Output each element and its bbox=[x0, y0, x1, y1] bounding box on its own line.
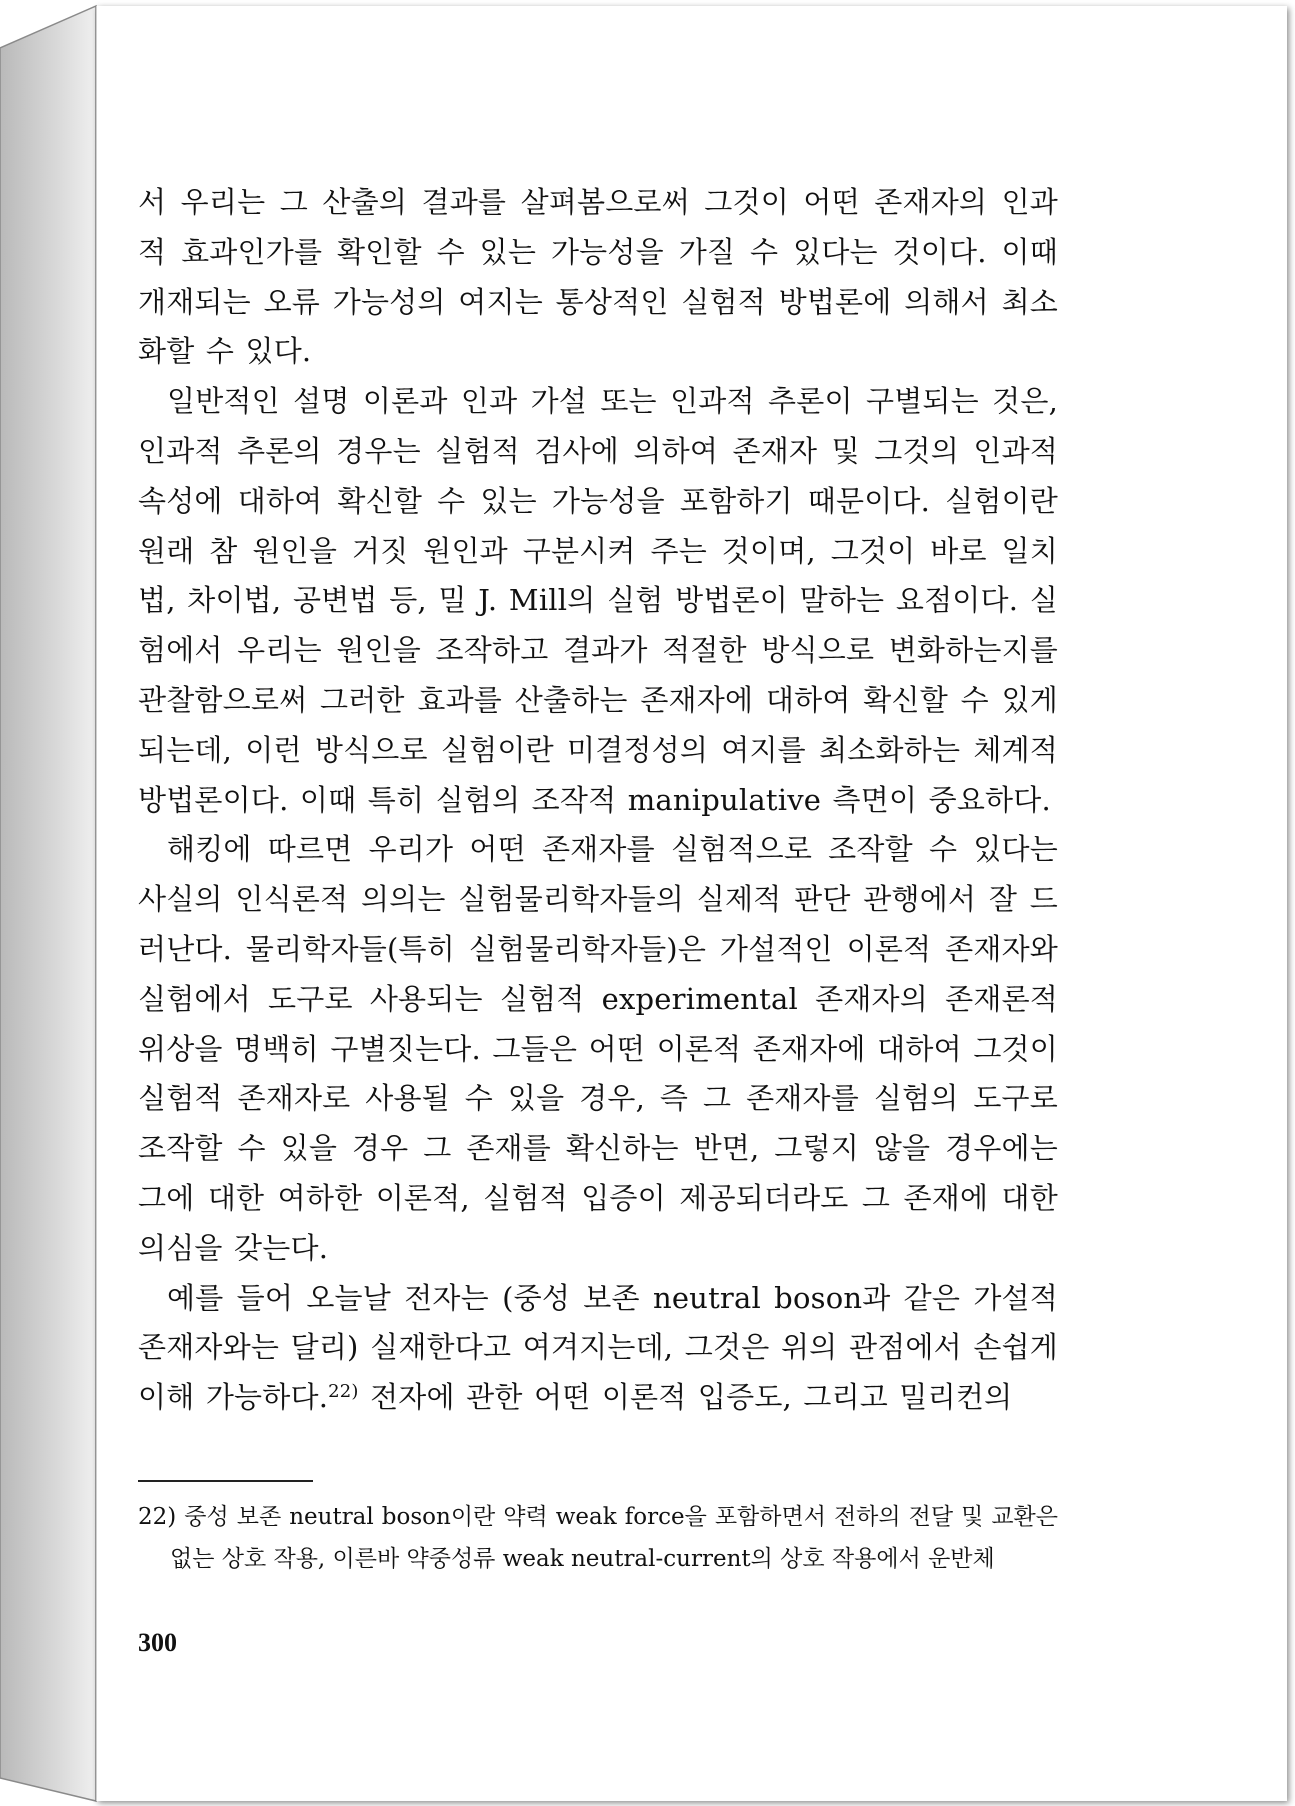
footnote bbox=[138, 1496, 1058, 1580]
paragraph-4 bbox=[138, 1274, 1058, 1423]
footnote-text: 중성 보존 neutral boson이란 약력 weak force을 포함하면서 전하의 전달 및 교환은 없는 상호 작용, 이른바 약중성류 weak neutral-current의 상호 작용에서 운반체 bbox=[170, 1504, 1058, 1572]
body-text bbox=[138, 178, 1058, 1423]
paragraph-4-text-b: 전자에 관한 어떤 이론적 입증도, 그리고 밀리컨의 bbox=[358, 1380, 1013, 1415]
paragraph-3: 해킹에 따르면 우리가 어떤 존재자를 실험적으로 조작할 수 있다는 사실의 인식론적 의의는 실험물리학자들의 실제적 판단 관행에서 잘 드러난다. 물리학자들(특히 실험물리학자들)은 가설적인 이론적 존재자와 실험에서 도구로 사용되는 실험적 experimental 존재자의 존재론적 위상을 명백히 구별짓는다. 그들은 어떤 이론적 존재자에 대하여 그것이 실험적 존재자로 사용될 수 있을 경우, 즉 그 존재자를 실험의 도구로 조작할 수 있을 경우 그 존재를 확신하는 반면, 그렇지 않을 경우에는 그에 대한 여하한 이론적, 실험적 입증이 제공되더라도 그 존재에 대한 의심을 갖는다. bbox=[138, 832, 1058, 1265]
paragraph-2: 일반적인 설명 이론과 인과 가설 또는 인과적 추론이 구별되는 것은, 인과적 추론의 경우는 실험적 검사에 의하여 존재자 및 그것의 인과적 속성에 대하여 확신할 수 있는 가능성을 포함하기 때문이다. 실험이란 원래 참 원인을 거짓 원인과 구분시켜 주는 것이며, 그것이 바로 일치법, 차이법, 공변법 등, 밀 J. Mill의 실험 방법론이 말하는 요점이다. 실험에서 우리는 원인을 조작하고 결과가 적절한 방식으로 변화하는지를 관찰함으로써 그러한 효과를 산출하는 존재자에 대하여 확신할 수 있게 되는데, 이런 방식으로 실험이란 미결정성의 여지를 최소화하는 체계적 방법론이다. 이때 특히 실험의 조작적 manipulative 측면이 중요하다. bbox=[138, 384, 1058, 817]
footnote-body bbox=[138, 1496, 1058, 1580]
footnote-reference[interactable]: 22) bbox=[328, 1381, 359, 1403]
footnote-number: 22) bbox=[138, 1504, 177, 1530]
footnote-divider bbox=[138, 1480, 313, 1482]
paragraph-1: 서 우리는 그 산출의 결과를 살펴봄으로써 그것이 어떤 존재자의 인과적 효과인가를 확인할 수 있는 가능성을 가질 수 있다는 것이다. 이때 개재되는 오류 가능성의 여지는 통상적인 실험적 방법론에 의해서 최소화할 수 있다. bbox=[138, 185, 1058, 369]
paragraph-4-text-a: 예를 들어 오늘날 전자는 (중성 보존 neutral boson과 같은 가설적 존재자와는 달리) 실재한다고 여겨지는데, 그것은 위의 관점에서 손쉽게 이해 가능하다. bbox=[138, 1280, 1058, 1415]
page-number: 300 bbox=[138, 1628, 177, 1657]
